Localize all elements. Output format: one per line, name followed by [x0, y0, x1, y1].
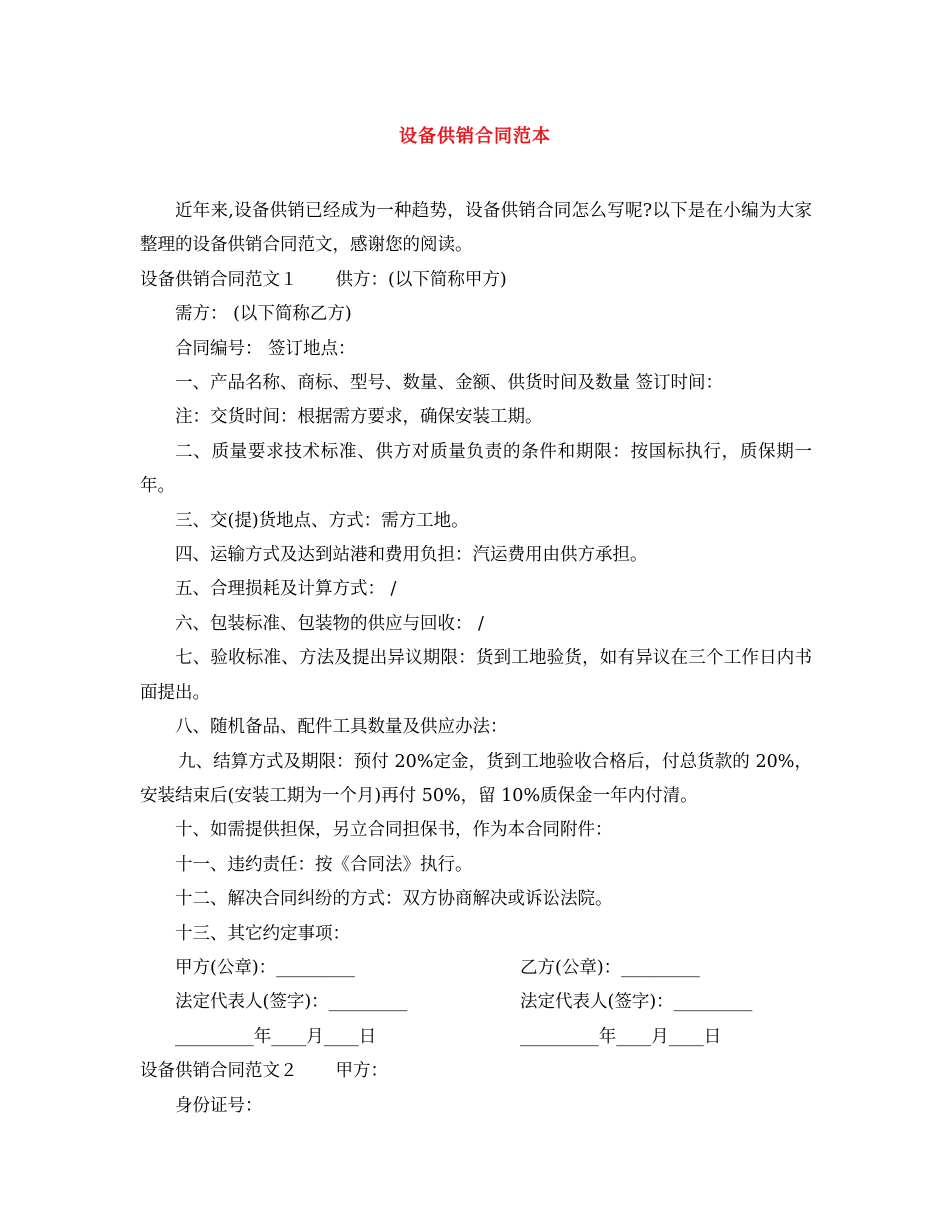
sample1-heading: 设备供销合同范文１ — [140, 269, 298, 290]
clause-5: 五、合理损耗及计算方式： / — [175, 579, 397, 600]
clause-6: 六、包装标准、包装物的供应与回收： / — [175, 613, 484, 634]
document-title: 设备供销合同范本 — [399, 126, 551, 147]
signature-row-date — [140, 1020, 812, 1054]
clause-4: 四、运输方式及达到站港和费用负担：汽运费用由供方承担。 — [175, 545, 648, 566]
sample1-buyer: 需方： (以下简称乙方) — [175, 304, 352, 325]
intro-paragraph: 近年来,设备供销已经成为一种趋势，设备供销合同怎么写呢?以下是在小编为大家整理的设备供销合同范文，感谢您的阅读。 — [140, 201, 812, 256]
clause-10: 十、如需提供担保，另立合同担保书，作为本合同附件： — [175, 820, 613, 841]
sample1-supplier: 供方：(以下简称甲方) — [335, 269, 507, 290]
clause-1: 一、产品名称、商标、型号、数量、金额、供货时间及数量 签订时间： — [175, 373, 724, 394]
clause-2: 二、质量要求技术标准、供方对质量负责的条件和期限：按国标执行，质保期一年。 — [140, 441, 812, 497]
party-a-rep: 法定代表人(签字)：_________ — [175, 992, 408, 1013]
clause-11: 十一、违约责任：按《合同法》执行。 — [175, 854, 473, 875]
sample1-header-line — [140, 263, 812, 297]
party-a-date: _________年____月____日 — [175, 1026, 377, 1047]
sample2-id-no: 身份证号： — [175, 1095, 263, 1116]
sample1-contract-no: 合同编号： 签订地点： — [175, 338, 356, 359]
clause-13: 十三、其它约定事项： — [175, 923, 350, 944]
sample2-party-a: 甲方： — [335, 1061, 388, 1082]
party-b-date: _________年____月____日 — [520, 1026, 722, 1047]
clause-9: 九、结算方式及期限：预付 20%定金，货到工地验收合格后，付总货款的 20%，安装结束后(安装工期为一个月)再付 50%，留 10%质保金一年内付清。 — [140, 751, 812, 806]
party-b-rep: 法定代表人(签字)：_________ — [520, 992, 753, 1013]
party-b-seal: 乙方(公章)：_________ — [520, 957, 700, 978]
signature-row-seal — [140, 951, 812, 985]
clause-12: 十二、解决合同纠纷的方式：双方协商解决或诉讼法院。 — [175, 889, 613, 910]
clause-note: 注：交货时间：根据需方要求，确保安装工期。 — [175, 407, 543, 428]
clause-7: 七、验收标准、方法及提出异议期限：货到工地验货，如有异议在三个工作日内书面提出。 — [140, 648, 812, 703]
clause-3: 三、交(提)货地点、方式：需方工地。 — [175, 510, 469, 531]
signature-row-rep — [140, 985, 812, 1019]
sample2-heading: 设备供销合同范文２ — [140, 1061, 298, 1082]
document-body — [140, 194, 812, 1123]
clause-8: 八、随机备品、配件工具数量及供应办法： — [175, 717, 508, 738]
party-a-seal: 甲方(公章)：_________ — [175, 957, 355, 978]
sample2-header-line — [140, 1054, 812, 1088]
